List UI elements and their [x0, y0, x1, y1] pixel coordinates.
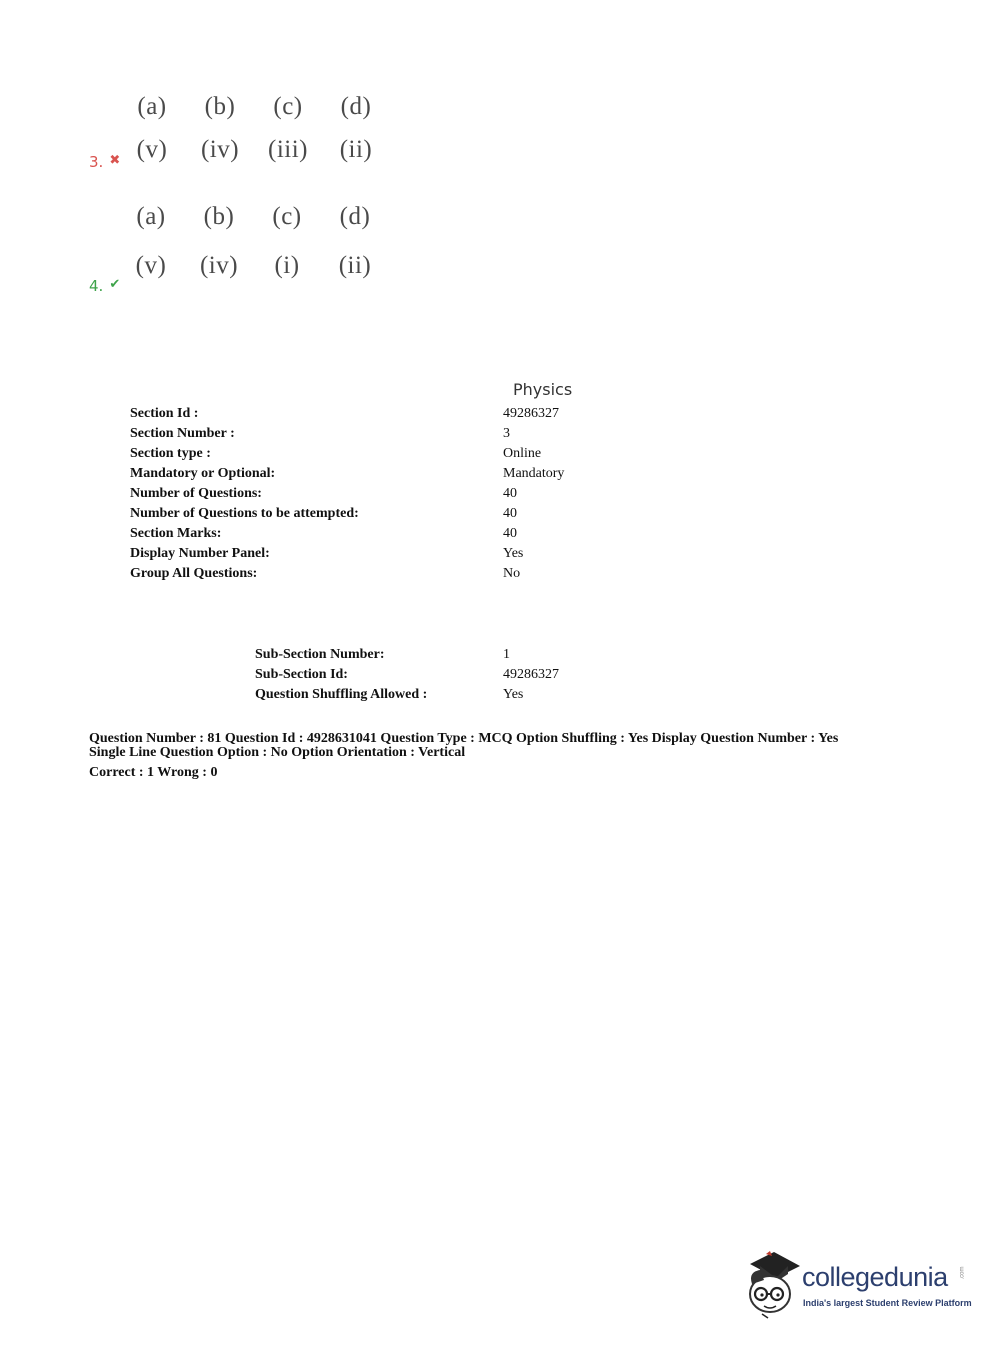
section-number-label: Section Number :	[130, 426, 235, 441]
group-questions-label: Group All Questions:	[130, 566, 258, 581]
logo-tagline: India's largest Student Review Platform	[803, 1298, 972, 1308]
section-marks-value: 40	[503, 526, 517, 541]
wrong-mark-icon: ✖	[109, 153, 121, 168]
subsection-id-label: Sub-Section Id:	[255, 667, 348, 682]
num-questions-value: 40	[503, 486, 517, 501]
option-4-letter-c: (c)	[272, 203, 302, 230]
option-3-letter-c: (c)	[273, 93, 303, 120]
subsection-number-label: Sub-Section Number:	[255, 647, 385, 662]
mandatory-label: Mandatory or Optional:	[130, 466, 276, 481]
logo-suffix: .com	[959, 1266, 966, 1280]
option-3-number: 3.	[89, 153, 104, 171]
shuffling-label: Question Shuffling Allowed :	[255, 687, 428, 702]
collegedunia-logo	[742, 1250, 972, 1320]
option-3-match-a: (v)	[136, 136, 168, 163]
question-info-line-2: Single Line Question Option : No Option Orientation : Vertical	[89, 745, 466, 760]
shuffling-value: Yes	[503, 687, 524, 702]
option-4-label	[89, 277, 120, 295]
section-title: Physics	[513, 380, 573, 399]
question-marks-line: Correct : 1 Wrong : 0	[89, 765, 218, 780]
option-4-letter-a: (a)	[136, 203, 166, 230]
display-panel-label: Display Number Panel:	[130, 546, 270, 561]
mandatory-value: Mandatory	[503, 466, 565, 481]
num-attempted-label: Number of Questions to be attempted:	[130, 506, 359, 521]
subsection-id-value: 49286327	[503, 667, 559, 682]
option-3-letter-d: (d)	[340, 93, 372, 120]
section-id-label: Section Id :	[130, 406, 199, 421]
option-4-match-b: (iv)	[199, 252, 239, 279]
section-number-value: 3	[503, 426, 510, 441]
option-3-letter-b: (b)	[204, 93, 236, 120]
num-attempted-value: 40	[503, 506, 517, 521]
correct-mark-icon: ✔	[109, 277, 121, 292]
section-type-value: Online	[503, 446, 542, 461]
option-4-letter-d: (d)	[339, 203, 371, 230]
option-4-number: 4.	[89, 277, 104, 295]
option-3-match-c: (iii)	[268, 136, 308, 163]
option-4-letter-b: (b)	[203, 203, 235, 230]
num-questions-label: Number of Questions:	[130, 486, 262, 501]
subsection-number-value: 1	[503, 647, 510, 662]
section-marks-label: Section Marks:	[130, 526, 222, 541]
section-type-label: Section type :	[130, 446, 211, 461]
option-4-match-c: (i)	[274, 252, 300, 279]
question-info-line-1: Question Number : 81 Question Id : 4928631041 Question Type : MCQ Option Shuffling : Yes Display Question Number : Yes	[89, 731, 839, 746]
option-3-match-b: (iv)	[200, 136, 240, 163]
display-panel-value: Yes	[503, 546, 524, 561]
section-id-value: 49286327	[503, 406, 559, 421]
option-3-match-d: (ii)	[339, 136, 373, 163]
mascot-icon	[742, 1250, 802, 1320]
group-questions-value: No	[503, 566, 521, 581]
logo-wordmark: collegedunia	[802, 1262, 948, 1292]
option-4-match-a: (v)	[135, 252, 167, 279]
option-4-match-d: (ii)	[338, 252, 372, 279]
option-3-letter-a: (a)	[137, 93, 167, 120]
option-3-label	[89, 153, 120, 171]
